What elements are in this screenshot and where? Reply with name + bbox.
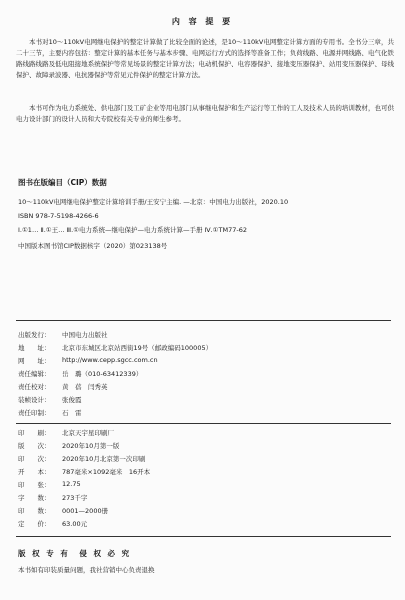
- word-count-row: [0, 493, 405, 504]
- proofreader-row-value: 黄 蓓 闫秀英: [62, 383, 108, 391]
- cip-heading: 图书在版编目（CIP）数据: [18, 178, 107, 187]
- divider-top: [16, 320, 391, 321]
- format-row: [0, 467, 405, 478]
- proofreader-row: [0, 382, 405, 393]
- edition-row-value: 2020年10月第一版: [62, 442, 120, 450]
- edition-row-label: 版 次：: [18, 442, 51, 450]
- cip-isbn: ISBN 978-7-5198-4266-6: [18, 212, 99, 220]
- word-count-row-label: 字 数：: [18, 494, 51, 502]
- divider-middle: [16, 423, 391, 424]
- printer-row-label: 印 刷：: [18, 429, 51, 437]
- proofreader-row-label: 责任校对：: [18, 383, 51, 391]
- editor-row-value: 岳 璐（010-63412339）: [62, 370, 143, 378]
- publisher-row: [0, 330, 405, 341]
- design-row-label: 装帧设计：: [18, 396, 51, 404]
- impression-row-label: 印 次：: [18, 455, 51, 463]
- website-row-value: http://www.cepp.sgcc.com.cn: [62, 356, 158, 364]
- address-row-label: 地 址：: [18, 344, 51, 352]
- printer-row-value: 北京天宇星印刷厂: [62, 429, 114, 437]
- summary-paragraph-2: 本书可作为电力系统处、供电部门及工矿企业等用电部门从事继电保护和生产运行等工作的工人及技术人员的培训教材，也可供电力设计部门的设计人员和大专院校有关专业的师生参考。: [16, 104, 394, 123]
- print-run-row-label: 印 数：: [18, 507, 51, 515]
- print-manager-row-label: 责任印制：: [18, 409, 51, 417]
- website-row: [0, 356, 405, 367]
- word-count-row-value: 273千字: [62, 494, 88, 502]
- editor-row: [0, 369, 405, 380]
- cip-data-number: 中国版本图书馆CIP数据核字（2020）第023138号: [18, 242, 168, 250]
- design-row-value: 张俊霞: [62, 396, 82, 404]
- sheets-row: [0, 480, 405, 491]
- print-run-row-value: 0001—2000册: [62, 507, 109, 515]
- summary-paragraph-1: 本书对10～110kV电网继电保护的整定计算做了比较全面的论述，是10～110kV电网整定计算方面的专用书。全书分三章，共二十三节，主要内容包括：整定计算的基本任务与基本步骤、电网运行方式的选择等准备工作；负荷线路、电源并网线路、电气化铁路线路线路及低电阻接地系统保护等常见场景的整定计算方法；电动机保护、电容器保护、接地变压器保护、站用变压器保护、母线保护、故障录波器、电抗器保护等常见元件保护的整定计算方法。: [16, 38, 394, 79]
- print-manager-row: [0, 408, 405, 419]
- format-row-value: 787毫米×1092毫米 16开本: [62, 468, 151, 476]
- editor-row-label: 责任编辑：: [18, 370, 51, 378]
- print-manager-row-value: 石 雷: [62, 409, 82, 417]
- divider-bottom: [16, 536, 391, 537]
- sheets-row-label: 印 张：: [18, 481, 51, 489]
- publisher-row-label: 出版发行：: [18, 331, 51, 339]
- price-row: [0, 519, 405, 530]
- cip-line-1: 10～110kV电网继电保护整定计算培训手册/王安宁主编. —北京：中国电力出版社，2020.10: [18, 198, 289, 206]
- price-row-label: 定 价：: [18, 520, 51, 528]
- copyright-heading: 版 权 专 有 侵 权 必 究: [18, 549, 132, 558]
- address-row: [0, 343, 405, 354]
- summary-title: 内 容 提 要: [171, 17, 234, 26]
- copyright-note: 本书如有印装质量问题，我社营销中心负责退换: [18, 566, 155, 574]
- printing-block: [0, 428, 405, 538]
- publisher-block: [0, 330, 405, 420]
- print-run-row: [0, 506, 405, 517]
- address-row-value: 北京市东城区北京站西街19号（邮政编码100005）: [62, 344, 213, 352]
- design-row: [0, 395, 405, 406]
- sheets-row-value: 12.75: [62, 480, 81, 488]
- format-row-label: 开 本：: [18, 468, 51, 476]
- publisher-row-value: 中国电力出版社: [62, 331, 108, 339]
- website-row-label: 网 址：: [18, 357, 51, 365]
- impression-row-value: 2020年10月北京第一次印刷: [62, 455, 146, 463]
- price-row-value: 63.00元: [62, 520, 88, 528]
- edition-row: [0, 441, 405, 452]
- impression-row: [0, 454, 405, 465]
- printer-row: [0, 428, 405, 439]
- cip-classification: Ⅰ.①1… Ⅱ.①王… Ⅲ.①电力系统—继电保护—电力系统计算—手册 Ⅳ.①TM77-62: [18, 226, 247, 234]
